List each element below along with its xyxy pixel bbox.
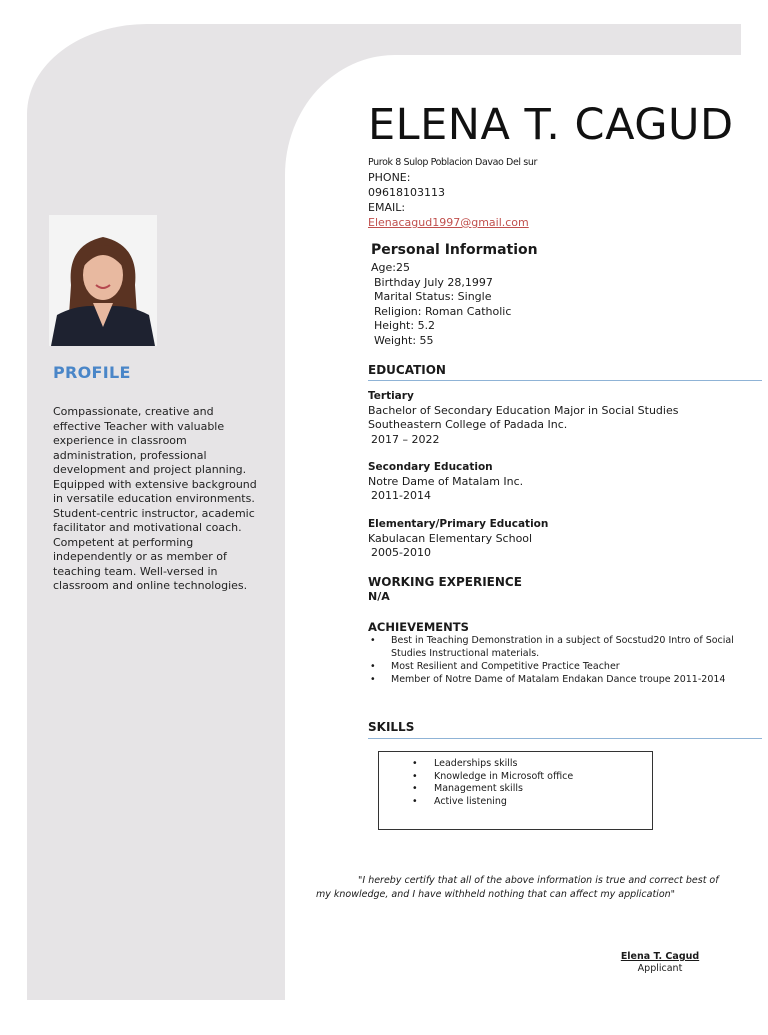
work-heading: WORKING EXPERIENCE (368, 575, 522, 589)
elementary-label: Elementary/Primary Education (368, 518, 549, 530)
signature-name: Elena T. Cagud (620, 951, 700, 962)
contact-block (368, 155, 537, 230)
skills-rule (368, 738, 762, 739)
skills-heading: SKILLS (368, 720, 415, 734)
list-item: • Most Resilient and Competitive Practice Teacher (370, 660, 760, 673)
education-heading: EDUCATION (368, 363, 446, 377)
achievements-list (370, 634, 760, 686)
age: Age:25 (371, 261, 410, 274)
tertiary-school: Southeastern College of Padada Inc. (368, 418, 568, 431)
profile-summary: Compassionate, creative and effective Teacher with valuable experience in classroom administration, professional development and project planning. Equipped with extensive background in versatile education environments. Student-centric instructor, academic facilitator and motivational coach. Competent at performing independently or as member of teaching team. Well-versed in classroom and online technologies. (53, 405, 257, 592)
weight: Weight: 55 (374, 333, 434, 347)
achievements-heading: ACHIEVEMENTS (368, 620, 469, 634)
email-label: EMAIL: (368, 201, 406, 214)
phone-number: 09618103113 (368, 186, 445, 199)
signature-role: Applicant (637, 963, 683, 974)
profile-heading: PROFILE (53, 363, 131, 382)
work-experience (368, 575, 522, 604)
secondary-label: Secondary Education (368, 461, 493, 473)
list-item: • Knowledge in Microsoft office (379, 771, 652, 784)
certification-statement: "I hereby certify that all of the above information is true and correct best of my knowledge, and I have withheld nothing that can affect my application" (316, 875, 719, 900)
list-item: • Best in Teaching Demonstration in a subject of Socstud20 Intro of Social Studies Instructional materials. (370, 634, 760, 660)
birthday: Birthday July 28,1997 (374, 275, 493, 289)
list-item: • Member of Notre Dame of Matalam Endakan Dance troupe 2011-2014 (370, 673, 760, 686)
email-link[interactable]: Elenacagud1997@gmail.com (368, 216, 529, 229)
profile-photo (49, 215, 157, 346)
list-item: • Active listening (379, 796, 652, 809)
elementary-years: 2005-2010 (371, 546, 431, 559)
tertiary-years: 2017 – 2022 (371, 432, 440, 446)
secondary-years: 2011-2014 (371, 489, 431, 502)
education-rule (368, 380, 762, 381)
secondary-education (368, 460, 523, 504)
list-item: • Management skills (379, 783, 652, 796)
religion: Religion: Roman Catholic (374, 304, 512, 318)
tertiary-education (368, 389, 678, 447)
tertiary-degree: Bachelor of Secondary Education Major in Social Studies (368, 403, 679, 417)
personal-info-heading: Personal Information (371, 242, 538, 258)
address: Purok 8 Sulop Poblacion Davao Del sur (368, 157, 537, 168)
secondary-school: Notre Dame of Matalam Inc. (368, 474, 524, 488)
signature-block (600, 951, 720, 975)
personal-info-list (371, 261, 511, 348)
applicant-name: ELENA T. CAGUD (368, 100, 734, 150)
marital-status: Marital Status: Single (374, 290, 492, 303)
skills-list (379, 752, 652, 808)
tertiary-label: Tertiary (368, 390, 414, 402)
list-item: • Leaderships skills (379, 758, 652, 771)
height: Height: 5.2 (374, 319, 436, 332)
work-value: N/A (368, 589, 390, 603)
phone-label: PHONE: (368, 171, 411, 184)
elementary-education (368, 517, 548, 561)
elementary-school: Kabulacan Elementary School (368, 531, 533, 545)
skills-box (378, 751, 653, 830)
